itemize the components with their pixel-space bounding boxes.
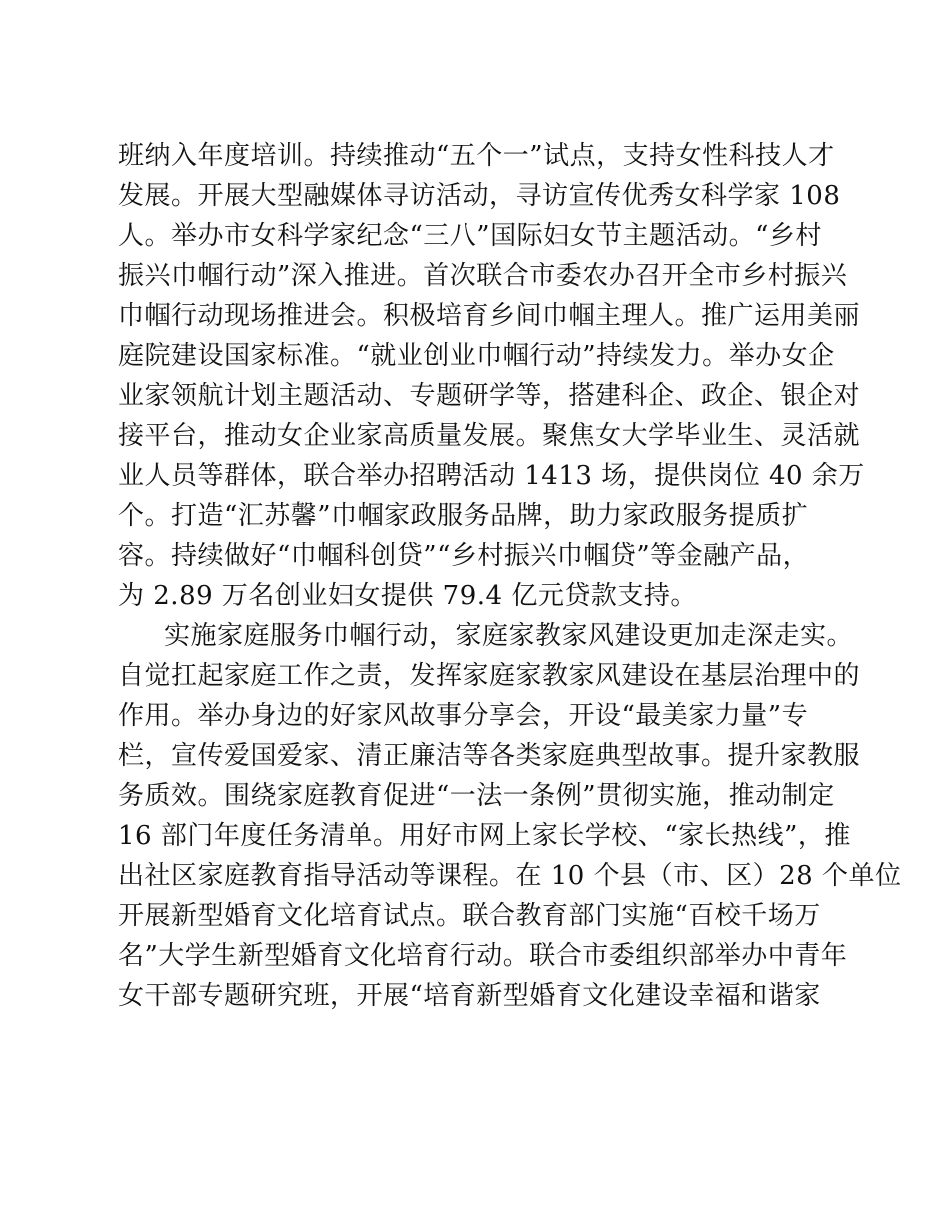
text-line: 人。举办市女科学家纪念“三八”国际妇女节主题活动。“乡村	[118, 221, 822, 251]
text-line: 自觉扛起家庭工作之责，发挥家庭家教家风建设在基层治理中的	[118, 661, 861, 691]
body-text	[118, 136, 902, 1016]
text-line: 名”大学生新型婚育文化培育行动。联合市委组织部举办中青年	[118, 941, 848, 971]
text-line: 业家领航计划主题活动、专题研学等，搭建科企、政企、银企对	[118, 381, 861, 411]
paragraph-first-line: 实施家庭服务巾帼行动，家庭家教家风建设更加走深走实。	[164, 621, 854, 651]
text-line: 16 部门年度任务清单。用好市网上家长学校、“家长热线”，推	[118, 821, 851, 851]
text-line: 女干部专题研究班，开展“培育新型婚育文化建设幸福和谐家	[118, 981, 821, 1011]
text-line: 个。打造“汇苏馨”巾帼家政服务品牌，助力家政服务提质扩	[118, 501, 809, 531]
text-line: 作用。举办身边的好家风故事分享会，开设“最美家力量”专	[118, 701, 809, 731]
text-line: 接平台，推动女企业家高质量发展。聚焦女大学毕业生、灵活就	[118, 421, 861, 451]
text-line: 振兴巾帼行动”深入推进。首次联合市委农办召开全市乡村振兴	[118, 261, 848, 291]
text-line: 务质效。围绕家庭教育促进“一法一条例”贯彻实施，推动制定	[118, 781, 835, 811]
text-line: 业人员等群体，联合举办招聘活动 1413 场，提供岗位 40 余万	[118, 461, 865, 491]
text-line: 为 2.89 万名创业妇女提供 79.4 亿元贷款支持。	[118, 581, 697, 611]
text-line: 栏，宣传爱国爱家、清正廉洁等各类家庭典型故事。提升家教服	[118, 741, 861, 771]
text-line: 巾帼行动现场推进会。积极培育乡间巾帼主理人。推广运用美丽	[118, 301, 861, 331]
text-line: 班纳入年度培训。持续推动“五个一”试点，支持女性科技人才	[118, 141, 835, 171]
text-line: 发展。开展大型融媒体寻访活动，寻访宣传优秀女科学家 108	[118, 181, 841, 211]
text-line: 容。持续做好“巾帼科创贷”“乡村振兴巾帼贷”等金融产品，	[118, 541, 810, 571]
text-line: 庭院建设国家标准。“就业创业巾帼行动”持续发力。举办女企	[118, 341, 835, 371]
text-line: 开展新型婚育文化培育试点。联合教育部门实施“百校千场万	[118, 901, 821, 931]
text-line: 出社区家庭教育指导活动等课程。在 10 个县（市、区）28 个单位	[118, 861, 902, 891]
